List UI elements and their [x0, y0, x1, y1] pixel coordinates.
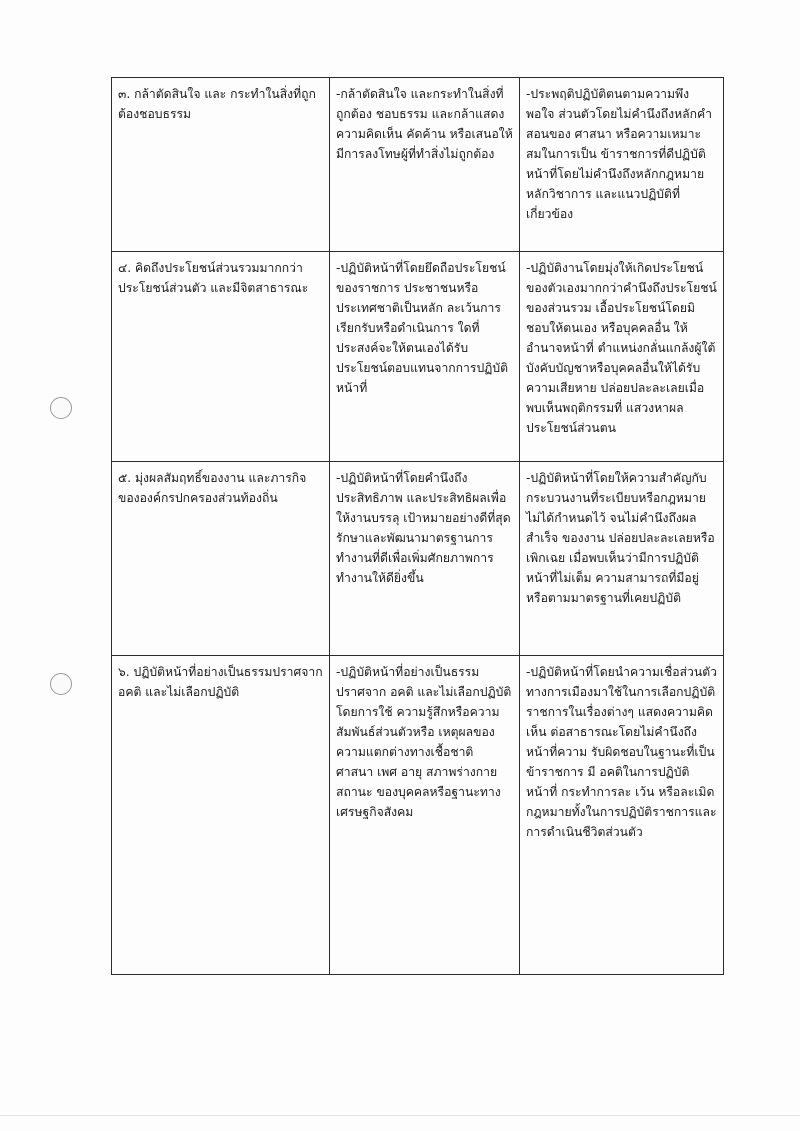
- desired-behavior-cell: -ปฏิบัติหน้าที่โดยคำนึงถึงประสิทธิภาพ และประสิทธิผลเพื่อให้งานบรรลุ เป้าหมายอย่างดีที่สุด รักษาและพัฒนามาตรฐานการทำงานที่ดีเพื่อเพิ่มศักยภาพการทำงานให้ดียิ่งขึ้น: [330, 462, 520, 656]
- competency-cell: ๔. คิดถึงประโยชน์ส่วนรวมมากกว่าประโยชน์ส่วนตัว และมีจิตสาธารณะ: [112, 252, 330, 462]
- desired-behavior-cell: -ปฏิบัติหน้าที่โดยยึดถือประโยชน์ของราชการ ประชาชนหรือประเทศชาติเป็นหลัก ละเว้นการเรียกรับหรือดำเนินการ ใดที่ประสงค์จะให้ตนเองได้รับประโยชน์ตอบแทนจากการปฏิบัติหน้าที่: [330, 252, 520, 462]
- ethics-competency-table: [111, 77, 724, 975]
- competency-cell: ๓. กล้าตัดสินใจ และ กระทำในสิ่งที่ถูกต้องชอบธรรม: [112, 78, 330, 252]
- undesired-behavior-cell: -ปฏิบัติงานโดยมุ่งให้เกิดประโยชน์ของตัวเองมากกว่าคำนึงถึงประโยชน์ของส่วนรวม เอื้อประโยชน์โดยมิชอบให้ตนเอง หรือบุคคลอื่น ให้อำนาจหน้าที่ ตำแหน่งกลั่นแกล้งผู้ใต้บังคับบัญชาหรือบุคคลอื่นให้ได้รับความเสียหาย ปล่อยปละละเลยเมื่อพบเห็นพฤติกรรมที่ แสวงหาผลประโยชน์ส่วนตน: [520, 252, 724, 462]
- table-row: [112, 462, 724, 656]
- table-row: [112, 78, 724, 252]
- undesired-behavior-cell: -ประพฤติปฏิบัติตนตามความพึงพอใจ ส่วนตัวโดยไม่คำนึงถึงหลักคำสอนของ ศาสนา หรือความเหมาะสมในการเป็น ข้าราชการที่ดีปฏิบัติหน้าที่โดยไม่คำนึงถึงหลักกฎหมาย หลักวิชาการ และแนวปฏิบัติที่เกี่ยวข้อง: [520, 78, 724, 252]
- desired-behavior-cell: -กล้าตัดสินใจ และกระทำในสิ่งที่ถูกต้อง ชอบธรรม และกล้าแสดงความคิดเห็น คัดค้าน หรือเสนอให้มีการลงโทษผู้ที่ทำสิ่งไม่ถูกต้อง: [330, 78, 520, 252]
- table-row: [112, 252, 724, 462]
- scan-edge-line: [0, 1115, 800, 1116]
- undesired-behavior-cell: -ปฏิบัติหน้าที่โดยให้ความสำคัญกับกระบวนงานที่ระเบียบหรือกฎหมายไม่ได้กำหนดไว้ จนไม่คำนึงถึงผลสำเร็จ ของงาน ปล่อยปละละเลยหรือเพิกเฉย เมื่อพบเห็นว่ามีการปฏิบัติหน้าที่ไม่เต็ม ความสามารถที่มีอยู่ หรือตามมาตรฐานที่เคยปฏิบัติ: [520, 462, 724, 656]
- undesired-behavior-cell: -ปฏิบัติหน้าที่โดยนำความเชื่อส่วนตัว ทางการเมืองมาใช้ในการเลือกปฏิบัติ ราชการในเรื่องต่างๆ แสดงความคิดเห็น ต่อสาธารณะโดยไม่คำนึงถึงหน้าที่ความ รับผิดชอบในฐานะที่เป็นข้าราชการ มี อคติในการปฏิบัติหน้าที่ กระทำการละ เว้น หรือละเมิดกฎหมายทั้งในการปฏิบัติราชการและการดำเนินชีวิตส่วนตัว: [520, 656, 724, 975]
- punch-hole-mark: [50, 397, 72, 419]
- table-row: [112, 656, 724, 975]
- punch-hole-mark: [50, 673, 72, 695]
- competency-cell: ๕. มุ่งผลสัมฤทธิ์ของงาน และภารกิจขององค์กรปกครองส่วนท้องถิ่น: [112, 462, 330, 656]
- desired-behavior-cell: -ปฏิบัติหน้าที่อย่างเป็นธรรมปราศจาก อคติ และไม่เลือกปฏิบัติ โดยการใช้ ความรู้สึกหรือความสัมพันธ์ส่วนตัวหรือ เหตุผลของความแตกต่างทางเชื้อชาติ ศาสนา เพศ อายุ สภาพร่างกาย สถานะ ของบุคคลหรือฐานะทางเศรษฐกิจสังคม: [330, 656, 520, 975]
- competency-cell: ๖. ปฏิบัติหน้าที่อย่างเป็นธรรมปราศจากอคติ และไม่เลือกปฏิบัติ: [112, 656, 330, 975]
